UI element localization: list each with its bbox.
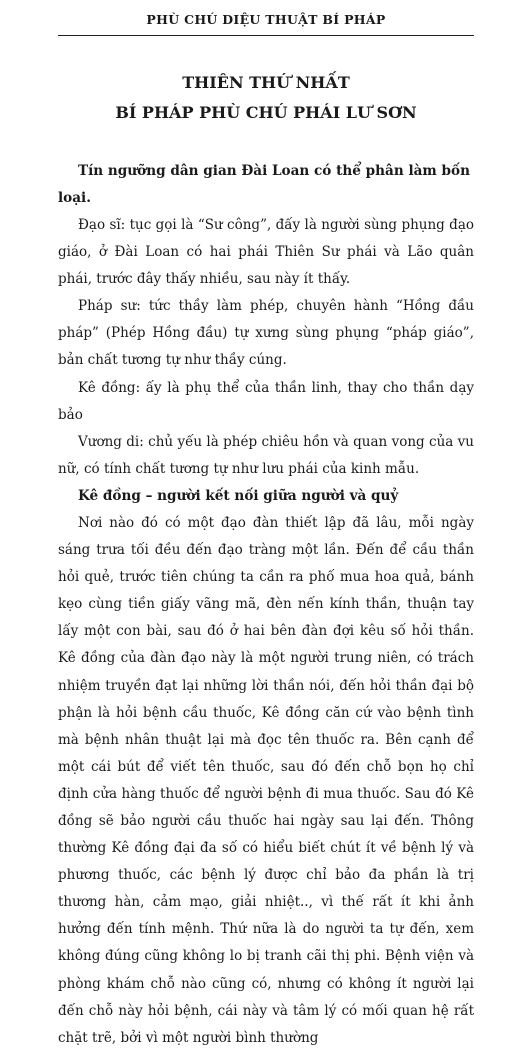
paragraph-phap-su: Pháp sư: tức thầy làm phép, chuyên hành “Hồng đầu pháp” (Phép Hồng đầu) tự xưng sùng phụng “pháp giáo”, bản chất tương tự như thầy cúng.	[58, 298, 474, 369]
paragraph-dao-si: Đạo sĩ: tục gọi là “Sư công”, đấy là người sùng phụng đạo giáo, ở Đài Loan có hai phái Thiên Sư phái và Lão quân phái, trước đây thấy nhiều, sau này ít thấy.	[58, 217, 474, 288]
paragraph-vuong-di: Vương di: chủ yếu là phép chiêu hồn và quan vong của vu nữ, có tính chất tương tự như lưu phái của kinh mẫu.	[58, 433, 474, 477]
paragraph-ke-dong: Kê đồng: ấy là phụ thể của thần linh, thay cho thần dạy bảo	[58, 379, 474, 423]
paragraph-ke-dong-body: Nơi nào đó có một đạo đàn thiết lập đã lâu, mỗi ngày sáng trưa tối đều đến đạo tràng một lần. Đến để cầu thần hỏi quẻ, trước tiên chúng ta cần ra phố mua hoa quả, bánh kẹo cùng tiền giấy vãng mã, đèn nến kính thần, thuận tay lấy một con bài, sau đó ở hai bên đàn đợi kêu số hỏi thần. Kê đồng của đàn đạo này là một người trung niên, có trách nhiệm truyền đạt lại những lời thần nói, đến hỏi thần đại bộ phận là hỏi bệnh cầu thuốc, Kê đồng căn cứ vào bệnh tình mà bệnh nhân thuật lại mà đọc tên thuốc ra. Bên cạnh để một cái bút để viết tên thuốc, sau đó đến chỗ bọn họ chỉ định cửa hàng thuốc để người bệnh đi mua thuốc. Sau đó Kê đồng sẽ bảo người cầu thuốc hai ngày sau lại đến. Thông thường Kê đồng đại đa số có hiểu biết chút ít về bệnh lý và phương thuốc, các bệnh lý được chỉ bảo đa phần là trị thương hàn, cảm mạo, giải nhiệt.., vì thế rất ít khi ảnh hưởng đến tính mệnh. Thứ nữa là do người ta tự đến, xem không đúng cũng không lo bị tranh cãi thị phi. Bệnh viện và phòng khám chỗ nào cũng có, nhưng có không ít người lại đến chỗ này hỏi bệnh, cái này và tâm lý có mối quan hệ rất chặt trẽ, bởi vì một người bình thường	[58, 514, 474, 1046]
header-rule	[58, 35, 474, 36]
chapter-title-line-2: BÍ PHÁP PHÙ CHÚ PHÁI LƯ SƠN	[115, 103, 417, 122]
section-heading-folk-beliefs: Tín ngưỡng dân gian Đài Loan có thể phân làm bốn loại.	[58, 163, 470, 206]
chapter-title-line-1: THIÊN THỨ NHẤT	[182, 73, 350, 92]
section-heading-ke-dong: Kê đồng – người kết nối giữa người và quỷ	[78, 487, 399, 504]
running-header: PHÙ CHÚ DIỆU THUẬT BÍ PHÁP	[146, 12, 386, 27]
chapter-title	[58, 68, 474, 128]
